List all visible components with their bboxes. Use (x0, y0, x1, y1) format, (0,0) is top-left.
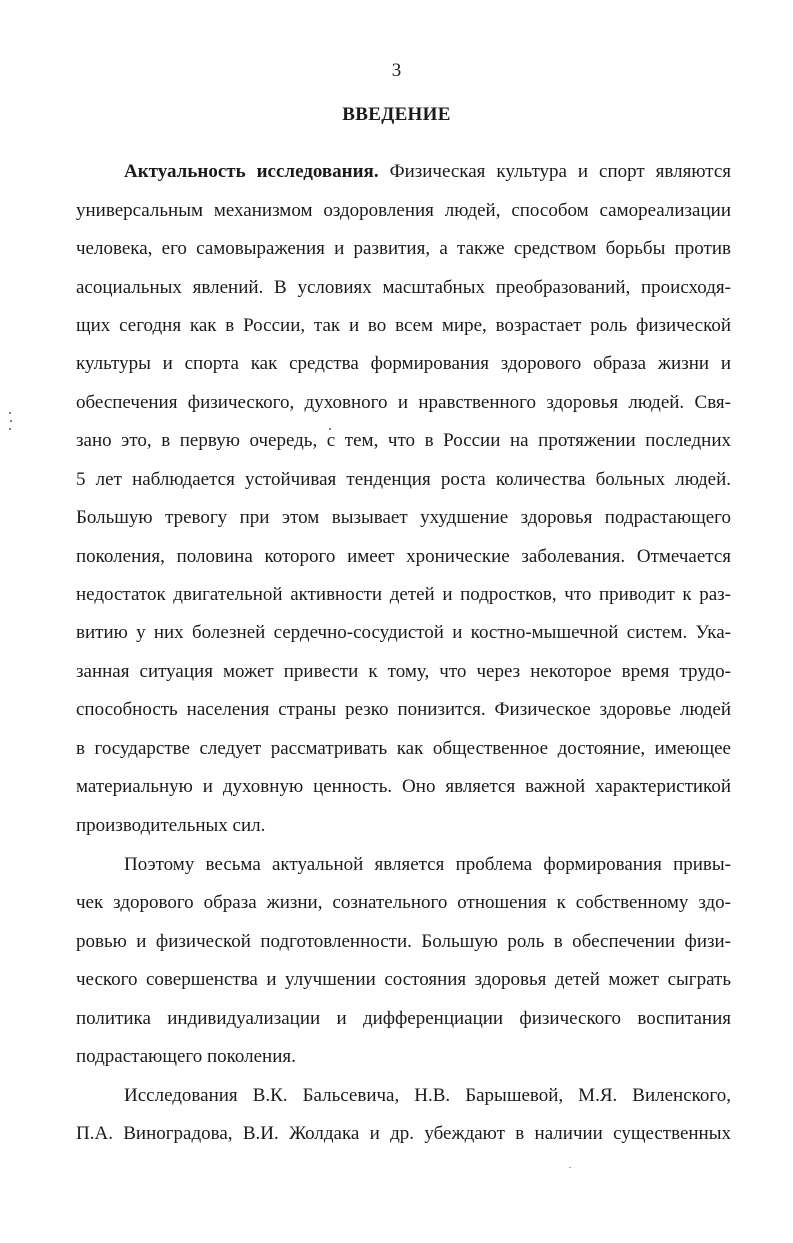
paragraph-1-line-17: материальную и духовную ценность. Оно является важной характеристикой (76, 776, 731, 797)
paragraph-2-line-6: подрастающего поколения. (76, 1046, 296, 1067)
paragraph-1-line-8: зано это, в первую очередь, с тем, что в России на протяжении последних (76, 430, 731, 451)
paragraph-1-line-11: поколения, половина которого имеет хронические заболевания. Отмечается (76, 546, 731, 567)
paragraph-1-line-9: 5 лет наблюдается устойчивая тенденция роста количества больных людей. (76, 469, 731, 490)
paragraph-1-line-16: в государстве следует рассматривать как общественное достояние, имеющее (76, 738, 731, 759)
paragraph-1-line-12: недостаток двигательной активности детей и подростков, что приводит к раз- (76, 584, 731, 605)
paragraph-1-line-5: щих сегодня как в России, так и во всем мире, возрастает роль физической (76, 315, 731, 336)
paragraph-1-line-13: витию у них болезней сердечно-сосудистой и костно-мышечной систем. Ука- (76, 622, 731, 643)
section-heading: ВВЕДЕНИЕ (342, 104, 451, 125)
scan-speck (9, 428, 11, 430)
paragraph-2-line-3: ровью и физической подготовленности. Большую роль в обеспечении физи- (76, 931, 731, 952)
paragraph-1-line-4: асоциальных явлений. В условиях масштабных преобразований, происходя- (76, 277, 731, 298)
paragraph-1-line-1: Актуальность исследования. Физическая культура и спорт являются (124, 161, 731, 182)
scan-speck (9, 412, 11, 414)
paragraph-2-line-1: Поэтому весьма актуальной является проблема формирования привы- (124, 854, 731, 875)
paragraph-3-line-2: П.А. Виноградова, В.И. Жолдака и др. убеждают в наличии существенных (76, 1123, 731, 1144)
paragraph-1-line-3: человека, его самовыражения и развития, а также средством борьбы против (76, 238, 731, 259)
paragraph-1-line-10: Большую тревогу при этом вызывает ухудшение здоровья подрастающего (76, 507, 731, 528)
paragraph-1-line-7: обеспечения физического, духовного и нравственного здоровья людей. Свя- (76, 392, 731, 413)
scan-speck (10, 420, 12, 422)
paragraph-1-line-18: производительных сил. (76, 815, 266, 836)
paragraph-1-line-2: универсальным механизмом оздоровления людей, способом самореализации (76, 200, 731, 221)
paragraph-1-line-6: культуры и спорта как средства формирования здорового образа жизни и (76, 353, 731, 374)
paragraph-1-line-14: занная ситуация может привести к тому, что через некоторое время трудо- (76, 661, 731, 682)
scan-speck (569, 1167, 571, 1168)
paragraph-2-line-5: политика индивидуализации и дифференциации физического воспитания (76, 1008, 731, 1029)
paragraph-1-line-15: способность населения страны резко понизится. Физическое здоровье людей (76, 699, 731, 720)
page-number: 3 (391, 60, 402, 81)
scan-speck (329, 428, 331, 430)
paragraph-2-line-4: ческого совершенства и улучшении состояния здоровья детей может сыграть (76, 969, 731, 990)
paragraph-3-line-1: Исследования В.К. Бальсевича, Н.В. Барышевой, М.Я. Виленского, (124, 1085, 731, 1106)
paragraph-lead-bold: Актуальность исследования. (124, 161, 379, 182)
paragraph-2-line-2: чек здорового образа жизни, сознательного отношения к собственному здо- (76, 892, 731, 913)
